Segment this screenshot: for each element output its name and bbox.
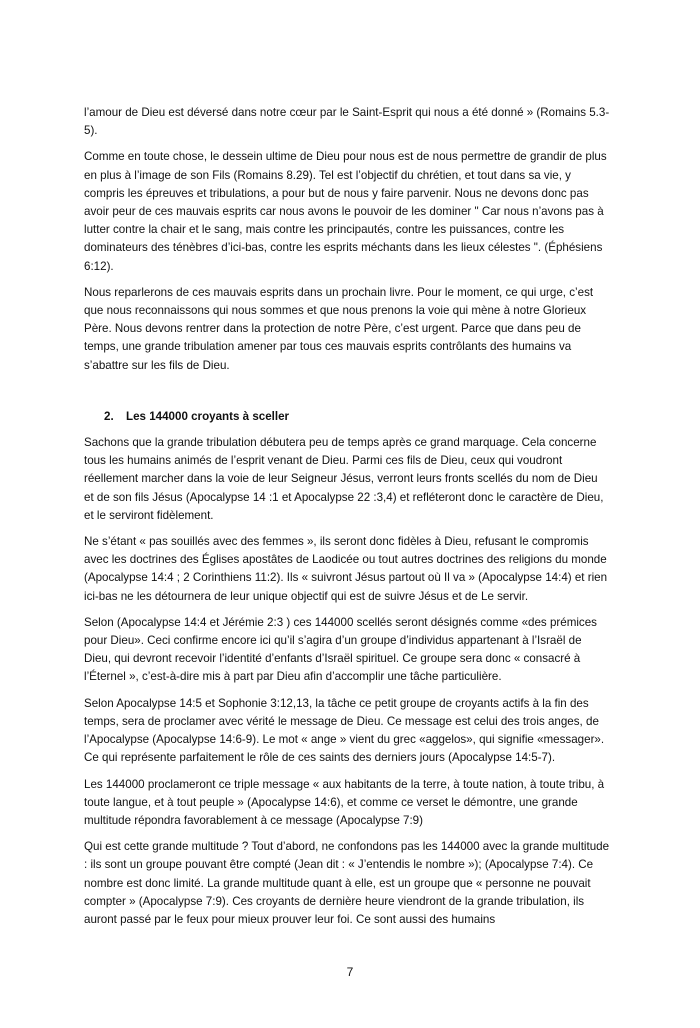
paragraph: Nous reparlerons de ces mauvais esprits dans un prochain livre. Pour le moment, ce qui urge, c’est que nous reconnaissons qui nous sommes et que nous prenons la voie qui mène à notre Glorieux Père. Nous devons rentrer dans la protection de notre Père, c’est urgent. Parce que dans peu de temps, une grande tribulation amener par tous ces mauvais esprits contrôlants des humains va s’abattre sur les fils de Dieu. [84,285,594,372]
paragraph: Les 144000 proclameront ce triple message « aux habitants de la terre, à toute nation, à toute tribu, à toute langue, et à tout peuple » (Apocalypse 14:6), et comme ce verset le démontre, une grande multitude répondra favorablement à ce message (Apocalypse 7:9) [84,777,605,827]
paragraph: Selon Apocalypse 14:5 et Sophonie 3:12,13, la tâche ce petit groupe de croyants actifs à la fin des temps, sera de proclamer avec vérité le message de Dieu. Ce message est celui des trois anges, de l’Apocalypse (Apocalypse 14:6-9). Le mot « ange » vient du grec «aggelos», qui signifie «messager». Ce qui représente parfaitement le rôle de ces saints des derniers jours (Apocalypse 14:5-7). [84,696,605,765]
paragraph: Qui est cette grande multitude ? Tout d’abord, ne confondons pas les 144000 avec la grande multitude : ils sont un groupe pouvant être compté (Jean dit : « J’entendis le nombre »); (Apocalypse 7:4). Ce nombre est donc limité. La grande multitude quant à elle, est un groupe que « personne ne pouvait compter » (Apocalypse 7:9). Ces croyants de dernière heure viendront de la grande tribulation, ils auront passé par le feux pour mieux prouver leur foi. Ce sont aussi des humains [84,840,610,926]
paragraph: Comme en toute chose, le dessein ultime de Dieu pour nous est de nous permettre de grandir de plus en plus à l’image de son Fils (Romains 8.29). Tel est l’objectif du chrétien, et tout dans sa vie, y compris les épreuves et tribulations, a pour but de nous y faire parvenir. Nous ne devons donc pas avoir peur de ces mauvais esprits car nous avons le pouvoir de les dominer " Car nous n’avons pas à lutter contre la chair et le sang, mais contre les principautés, contre les puissances, contre les dominateurs des ténèbres d’ici-bas, contre les esprits méchants dans les lieux célestes ". (Éphésiens 6:12). [84,150,607,273]
paragraph: l’amour de Dieu est déversé dans notre cœur par le Saint-Esprit qui nous a été donné » (Romains 5.3-5). [84,106,610,138]
paragraph: Ne s’étant « pas souillés avec des femmes », ils seront donc fidèles à Dieu, refusant le compromis avec les doctrines des Églises apostâtes de Laodicée ou tout autres doctrines des religions du monde (Apocalypse 14:4 ; 2 Corinthiens 11:2). Ils « suivront Jésus partout où Il va » (Apocalypse 14:4) et rien ici-bas ne les détournera de leur unique objectif qui est de suivre Jésus et de Le servir. [84,535,608,603]
section-title: Les 144000 croyants à sceller [126,409,290,423]
section-heading [84,408,610,426]
section-number: 2. [104,409,114,423]
paragraph: Sachons que la grande tribulation débutera peu de temps après ce grand marquage. Cela concerne tous les humains animés de l’esprit venant de Dieu. Parmi ces fils de Dieu, ceux qui voudront réellement marcher dans la voie de leur Seigneur Jésus, verront leurs fronts scellés du nom de Dieu et de son fils Jésus (Apocalypse 14 :1 et Apocalypse 22 :3,4) et refléteront donc le caractère de Dieu, et le serviront fidèlement. [84,436,604,522]
paragraph: Selon (Apocalypse 14:4 et Jérémie 2:3 ) ces 144000 scellés seront désignés comme «des prémices pour Dieu». Ceci confirme encore ici qu’il s’agira d’un groupe d’individus appartenant à l’Israël de Dieu, qui devront recevoir l’identité d’enfants d’Israël spirituel. Ce groupe sera donc « consacré à l’Éternel », c’est-à-dire mis à part par Dieu afin d’accomplir une tâche particulière. [84,615,597,684]
page-body [84,104,610,937]
page-number: 7 [346,965,354,979]
